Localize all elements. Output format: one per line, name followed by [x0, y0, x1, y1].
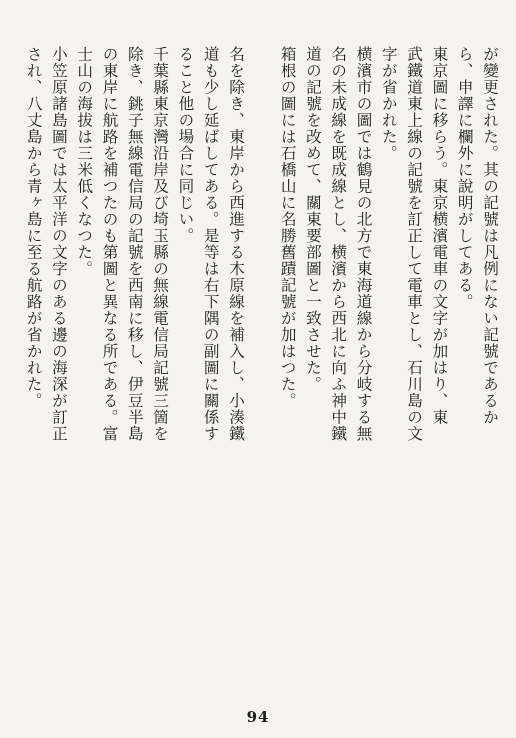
text-line: 小笠原諸島圖では太平洋の文字のある邊の海深が訂正 [49, 46, 68, 442]
text-line: ら、申譯に欄外に說明がしてある。 [455, 46, 474, 310]
text-line: ること他の場合に同じい。 [176, 46, 195, 244]
text-line: が變更された。其の記號は凡例にない記號であるか [481, 46, 499, 426]
text-line: の東岸に航路を補つたのも第圖と異なる所である。富 [100, 46, 119, 442]
text-line: 千葉縣東京灣沿岸及び埼玉縣の無線電信局記號三箇を [151, 46, 170, 442]
page-number: 94 [246, 708, 270, 726]
text-line: 横濱市の圖では鶴見の北方で東海道線から分岐する無 [354, 46, 373, 442]
text-line: 除き、銚子無線電信局の記號を西南に移し、伊豆半島 [125, 46, 144, 442]
text-line: 道も少し延ばしてある。是等は右下隅の副圖に關係す [201, 46, 220, 442]
text-line: 道の記號を改めて、關東要部圖と一致させた。 [303, 46, 322, 393]
text-line: 字が省かれた。 [379, 46, 398, 162]
text-line: 名を除き、東岸から西進する木原線を補入し、小湊鐵 [227, 46, 245, 442]
text-line: 名の未成線を既成線とし、横濱から西北に向ふ神中鐵 [329, 46, 348, 442]
text-line: 東京圖に移らう。東京横濱電車の文字が加はり、東 [430, 46, 449, 426]
text-line: され、八丈島から青ヶ島に至る航路が省かれた。 [24, 46, 43, 409]
text-line: 士山の海拔は三米低くなつた。 [75, 46, 94, 277]
text-line: 武鐵道東上線の記號を訂正して電車とし、石川島の文 [405, 46, 424, 442]
text-column-right [274, 46, 502, 686]
text-line: 箱根の圖には石橋山に名勝舊蹟記號が加はつた。 [278, 46, 297, 409]
text-column-left [20, 46, 248, 686]
